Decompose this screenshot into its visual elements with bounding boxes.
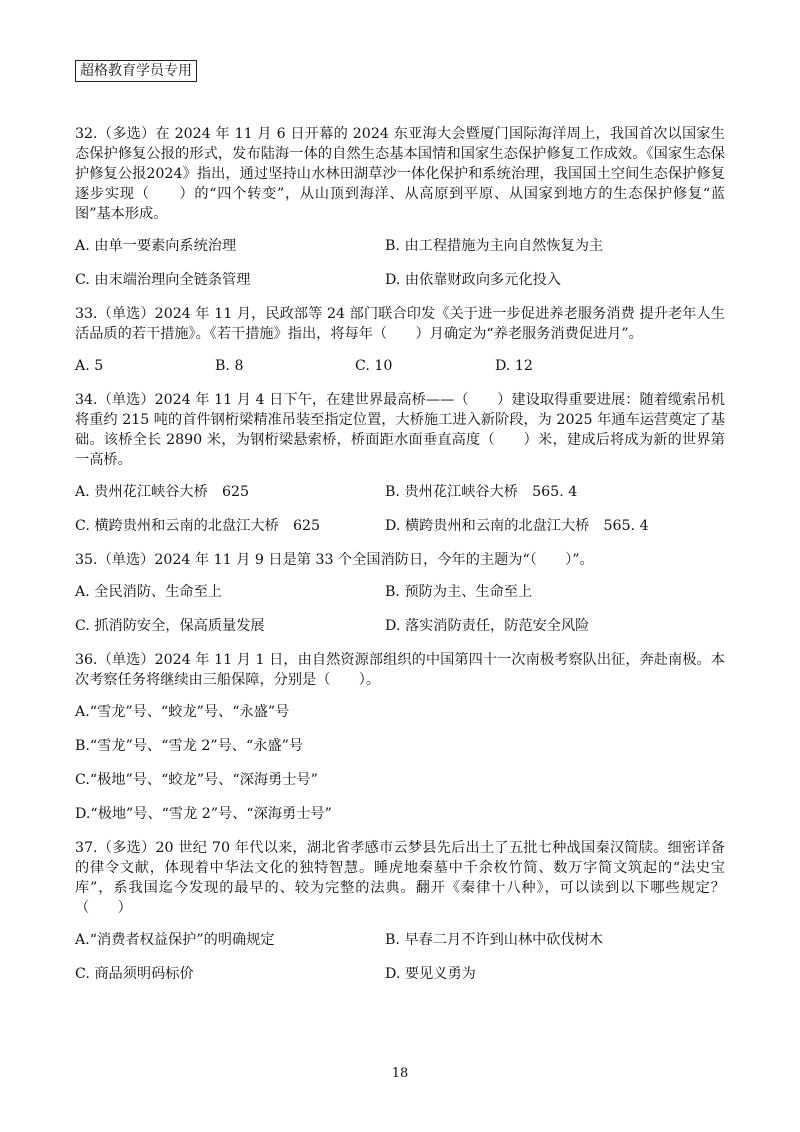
option-d: D. 横跨贵州和云南的北盘江大桥 565. 4 (385, 518, 649, 534)
question-33 (75, 304, 725, 376)
question-list (75, 124, 725, 990)
question-34 (75, 390, 725, 536)
header-label: 超格教育学员专用 (75, 60, 197, 82)
question-37 (75, 838, 725, 984)
page-number: 18 (391, 1066, 409, 1081)
option-c: C.“极地”号、“蛟龙”号、“深海勇士号” (75, 772, 318, 788)
option-b: B. 早春二月不许到山林中砍伐树木 (385, 932, 604, 948)
question-stem: 32.（多选）在 2024 年 11 月 6 日开幕的 2024 东亚海大会暨厦门国际海洋周上，我国首次以国家生态保护修复公报的形式，发布陆海一体的自然生态基本国情和国家生态保护修复工作成效。《国家生态保护修复公报2024》指出，通过坚持山水林田湖草沙一体化保护和系统治理，我国国土空间生态保护修复逐步实现（ ）的“四个转变”，从山顶到海洋、从高原到平原、从国家到地方的生态保护修复“蓝图”基本形成。 (75, 126, 725, 222)
option-a: A. 全民消防、生命至上 (75, 584, 222, 600)
options (75, 482, 725, 536)
options (75, 356, 725, 376)
question-32 (75, 124, 725, 290)
option-b: B.“雪龙”号、“雪龙 2”号、“永盛”号 (75, 738, 304, 754)
option-a: A. 5 (75, 358, 104, 374)
option-a: A.“雪龙”号、“蛟龙”号、“永盛”号 (75, 704, 290, 720)
question-stem: 36.（单选）2024 年 11 月 1 日，由自然资源部组织的中国第四十一次南极考察队出征，奔赴南极。本次考察任务将继续由三船保障，分别是（ ）。 (75, 652, 725, 688)
question-stem: 33.（单选）2024 年 11 月，民政部等 24 部门联合印发《关于进一步促进养老服务消费 提升老年人生活品质的若干措施》。《若干措施》指出，将每年（ ）月确定为“养老服务消费促进月”。 (75, 306, 725, 342)
question-36 (75, 650, 725, 824)
option-a: A. 由单一要素向系统治理 (75, 238, 237, 254)
option-d: D. 由依靠财政向多元化投入 (385, 272, 561, 288)
option-c: C. 10 (355, 358, 393, 374)
option-b: B. 由工程措施为主向自然恢复为主 (385, 238, 604, 254)
option-c: C. 横跨贵州和云南的北盘江大桥 625 (75, 518, 321, 534)
option-d: D. 要见义勇为 (385, 966, 476, 982)
option-c: C. 由末端治理向全链条管理 (75, 272, 251, 288)
question-35 (75, 550, 725, 636)
options (75, 702, 725, 824)
option-d: D. 12 (495, 358, 533, 374)
question-stem: 35.（单选）2024 年 11 月 9 日是第 33 个全国消防日，今年的主题为“（ ）”。 (75, 552, 594, 568)
option-a: A.“消费者权益保护”的明确规定 (75, 932, 275, 948)
options (75, 236, 725, 290)
option-d: D. 落实消防责任，防范安全风险 (385, 618, 590, 634)
option-c: C. 抓消防安全，保高质量发展 (75, 618, 265, 634)
options (75, 582, 725, 636)
option-b: B. 8 (215, 358, 244, 374)
question-stem: 34.（单选）2024 年 11 月 4 日下午，在建世界最高桥——（ ）建设取得重要进展：随着缆索吊机将重约 215 吨的首件钢桁梁精准吊装至指定位置，大桥施工进入新阶段，为 2025 年通车运营奠定了基础。该桥全长 2890 米，为钢桁梁悬索桥，桥面距水面垂直高度（ ）米，建成后将成为新的世界第一高桥。 (75, 392, 725, 468)
option-a: A. 贵州花江峡谷大桥 625 (75, 484, 250, 500)
option-d: D.“极地”号、“雪龙 2”号、“深海勇士号” (75, 806, 332, 822)
options (75, 930, 725, 984)
option-b: B. 预防为主、生命至上 (385, 584, 533, 600)
option-b: B. 贵州花江峡谷大桥 565. 4 (385, 484, 578, 500)
question-stem: 37.（多选）20 世纪 70 年代以来，湖北省孝感市云梦县先后出土了五批七种战国秦汉简牍。细密详备的律令文献，体现着中华法文化的独特智慧。睡虎地秦墓中千余枚竹简、数万字简文筑起的“法史宝库”，系我国迄今发现的最早的、较为完整的法典。翻开《秦律十八种》，可以读到以下哪些规定？（ ） (75, 840, 725, 916)
option-c: C. 商品须明码标价 (75, 966, 194, 982)
